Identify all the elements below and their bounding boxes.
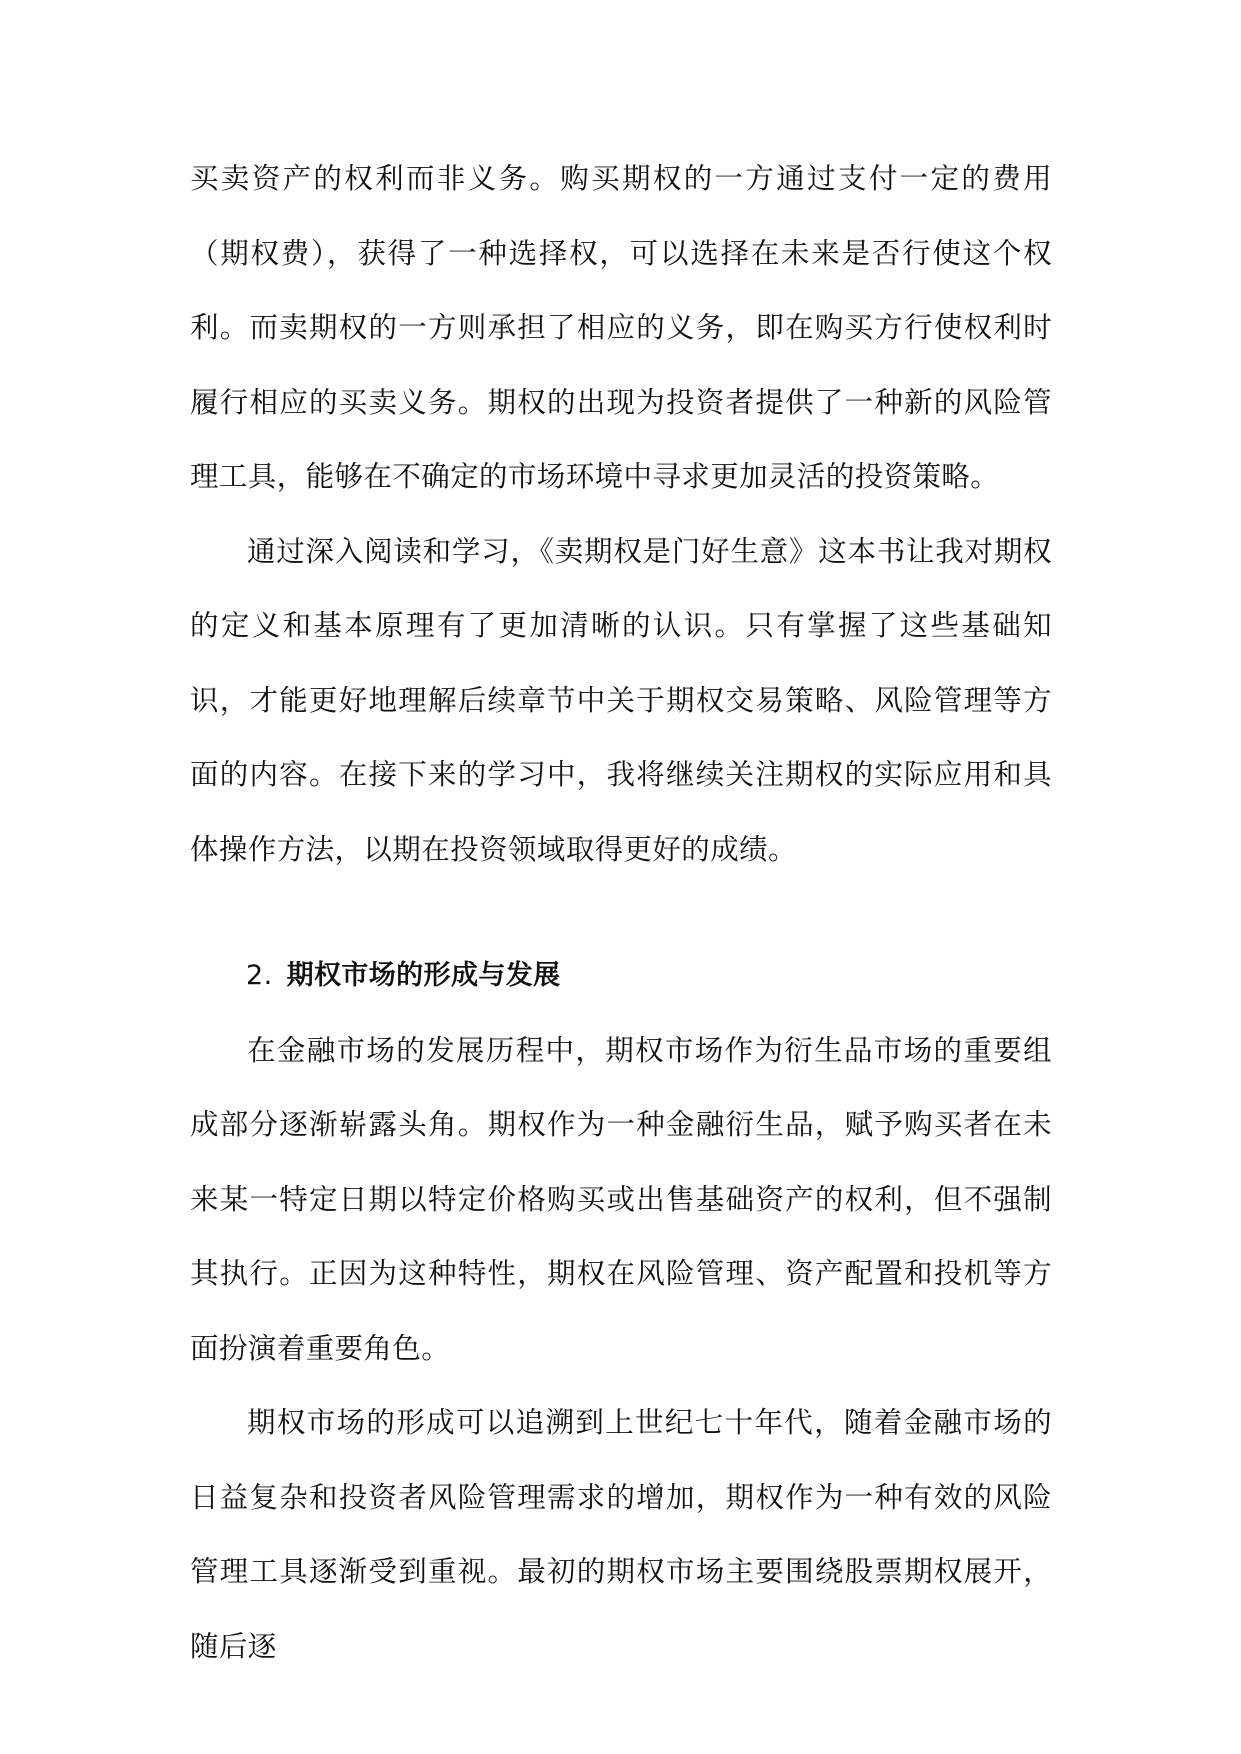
document-body [190, 142, 1052, 1684]
paragraph-continued: 买卖资产的权利而非义务。购买期权的一方通过支付一定的费用（期权费），获得了一种选择权，可以选择在未来是否行使这个权利。而卖期权的一方则承担了相应的义务，即在购买方行使权利时履行相应的买卖义务。期权的出现为投资者提供了一种新的风险管理工具，能够在不确定的市场环境中寻求更加灵活的投资策略。 [190, 162, 1052, 493]
section-heading [190, 939, 1052, 1014]
paragraph: 通过深入阅读和学习，《卖期权是门好生意》这本书让我对期权的定义和基本原理有了更加清晰的认识。只有掌握了这些基础知识，才能更好地理解后续章节中关于期权交易策略、风险管理等方面的内容。在接下来的学习中，我将继续关注期权的实际应用和具体操作方法，以期在投资领域取得更好的成绩。 [190, 534, 1052, 866]
paragraph: 期权市场的形成可以追溯到上世纪七十年代，随着金融市场的日益复杂和投资者风险管理需求的增加，期权作为一种有效的风险管理工具逐渐受到重视。最初的期权市场主要围绕股票期权展开，随后逐 [190, 1406, 1052, 1663]
paragraph: 在金融市场的发展历程中，期权市场作为衍生品市场的重要组成部分逐渐崭露头角。期权作为一种金融衍生品，赋予购买者在未来某一特定日期以特定价格购买或出售基础资产的权利，但不强制其执行。正因为这种特性，期权在风险管理、资产配置和投机等方面扮演着重要角色。 [190, 1033, 1052, 1365]
section-number: 2. [246, 960, 273, 991]
section-title: 期权市场的形成与发展 [286, 960, 561, 991]
